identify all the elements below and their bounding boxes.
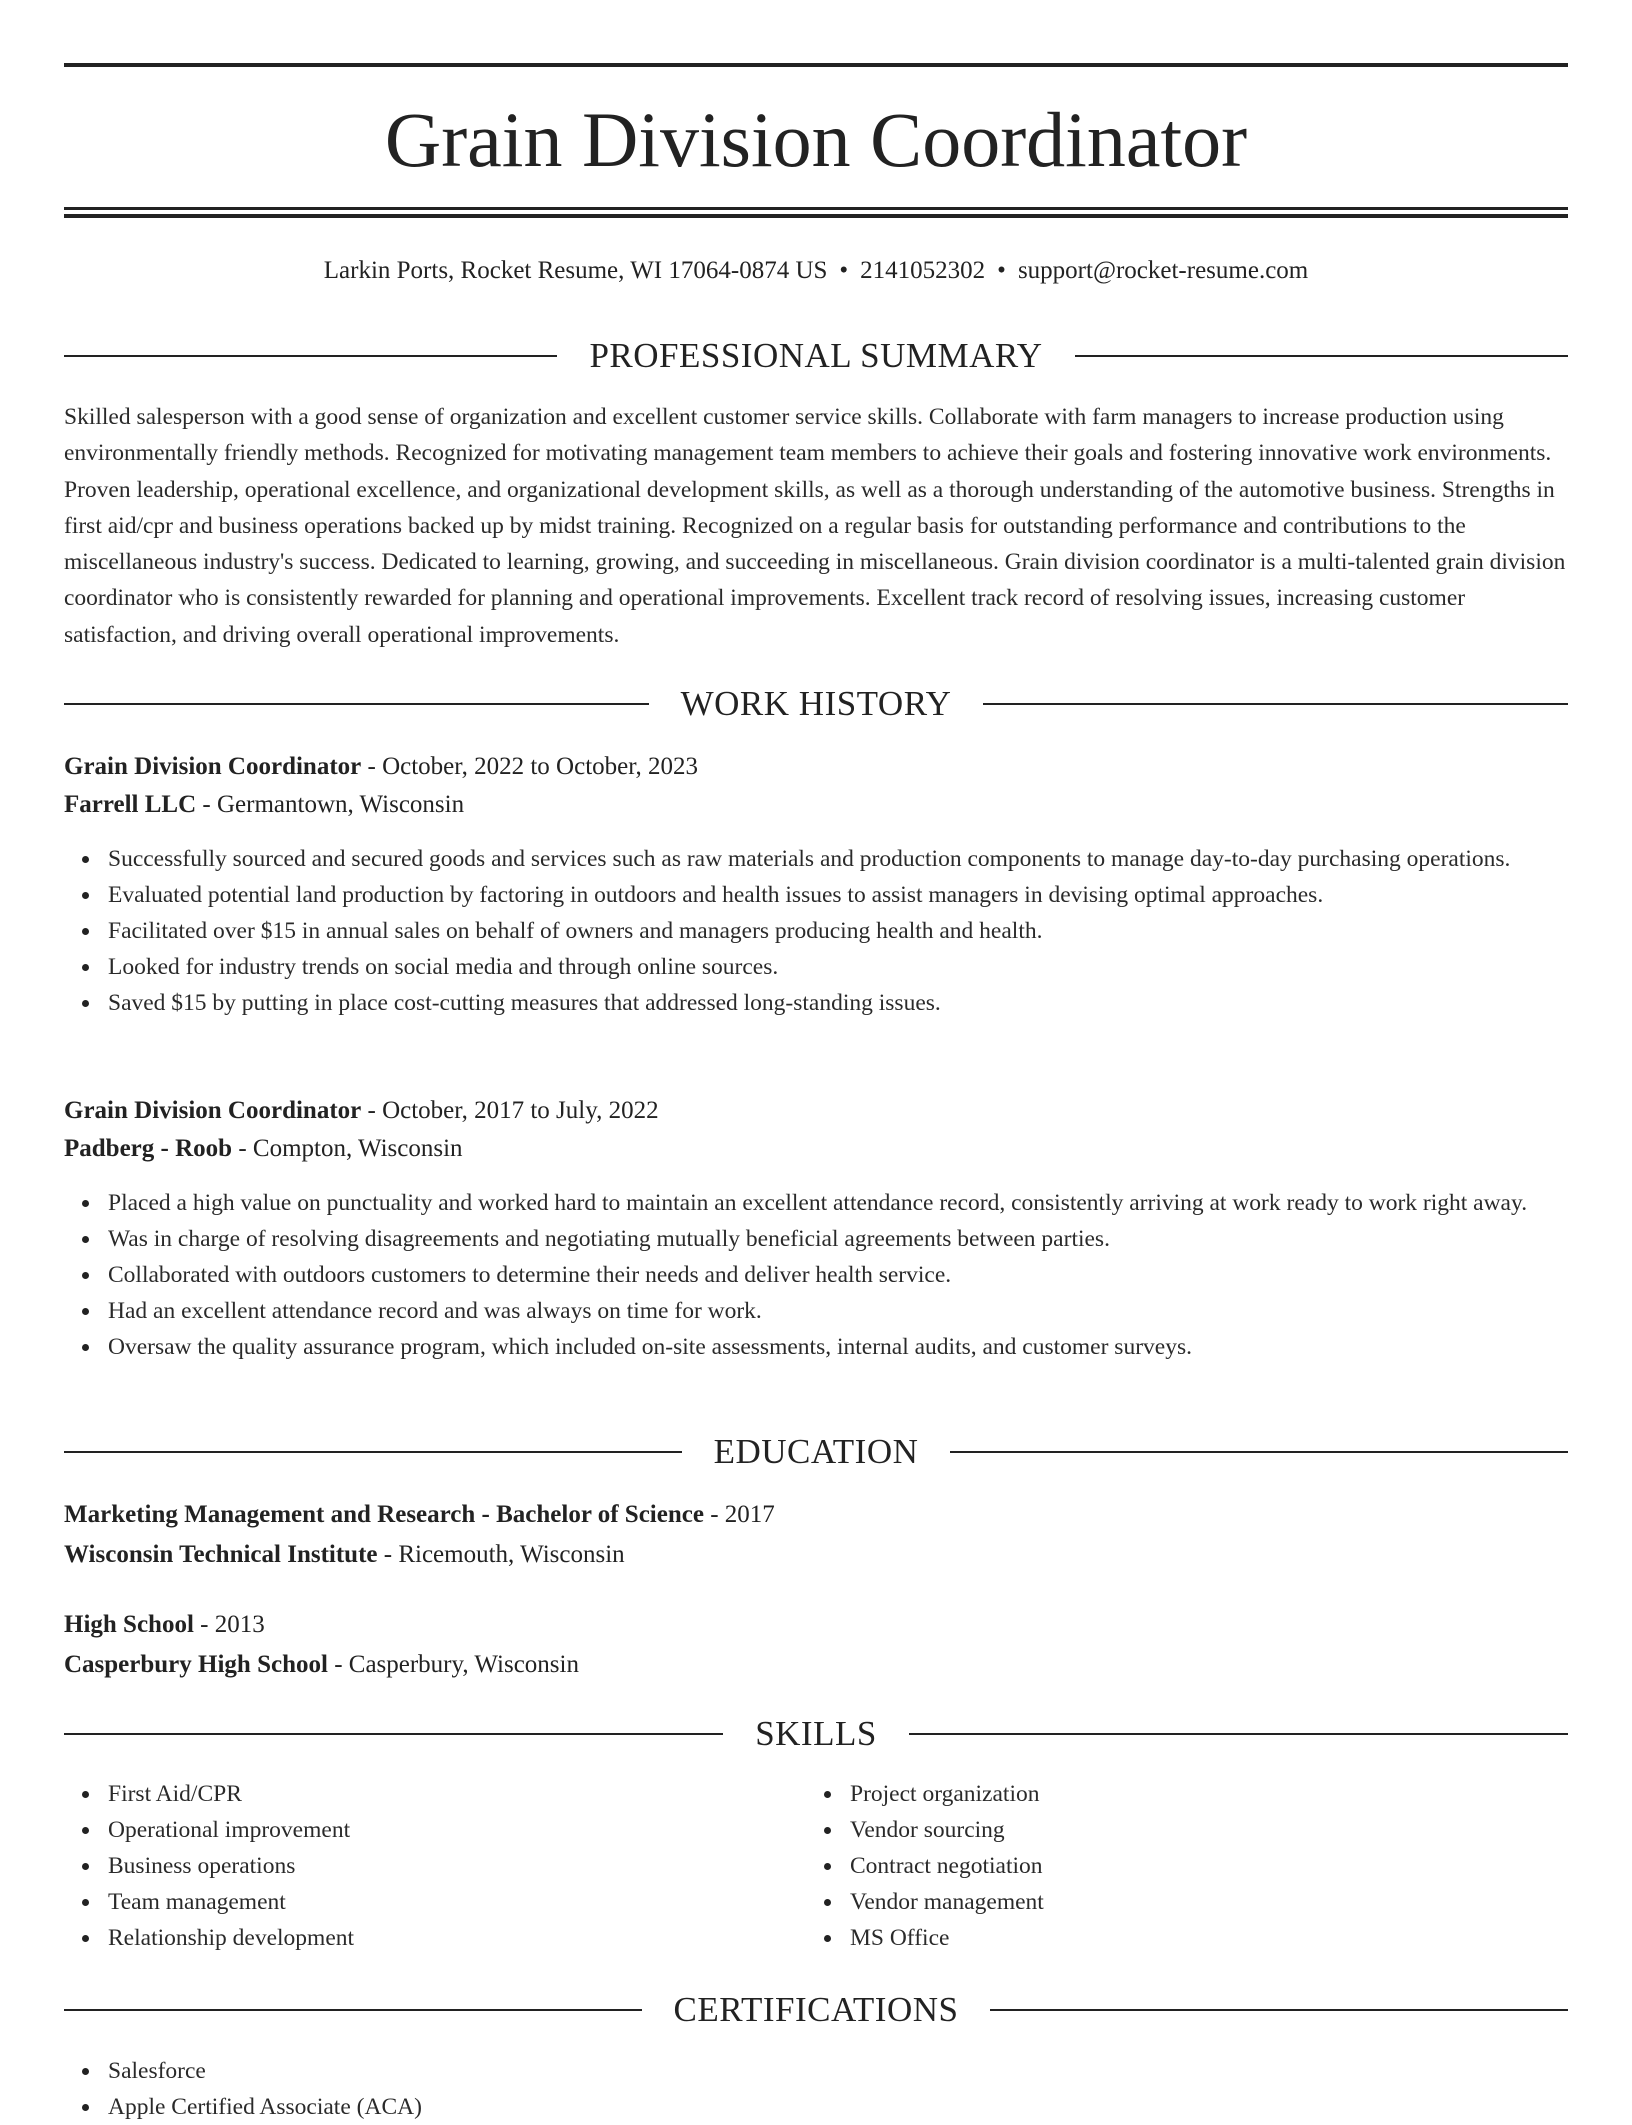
divider-line (64, 1733, 723, 1735)
summary-paragraph: Skilled salesperson with a good sense of organization and excellent customer service skills. Collaborate with farm managers to increase production using environmentally friendly methods. Recognized for motivating management team members to achieve their goals and fostering innovative work environments. Proven leadership, operational excellence, and organizational development skills, as well as a thorough understanding of the automotive business. Strengths in first aid/cpr and business operations backed up by midst training. Recognized on a regular basis for outstanding performance and contributions to the miscellaneous industry's success. Dedicated to learning, growing, and succeeding in miscellaneous. Grain division coordinator is a multi-talented grain division coordinator who is consistently rewarded for planning and operational improvements. Excellent track record of resolving issues, increasing customer satisfaction, and driving overall operational improvements. (64, 404, 1566, 648)
resume-title: Grain Division Coordinator (384, 96, 1248, 183)
section-heading-work (64, 682, 1568, 726)
job-company: Farrell LLC (64, 791, 197, 818)
list-item: Vendor management (850, 1884, 1550, 1920)
divider-line (64, 355, 557, 357)
contact-separator: • (997, 257, 1006, 284)
list-item: Apple Certified Associate (ACA) (108, 2089, 1568, 2125)
education-degree-line (64, 1606, 1568, 1644)
list-item: Successfully sourced and secured goods and services such as raw materials and production components to manage day-to-day purchasing operations. (108, 841, 1568, 877)
list-item: Saved $15 by putting in place cost-cutting measures that addressed long-standing issues. (108, 985, 1568, 1021)
list-item: Looked for industry trends on social media and through online sources. (108, 949, 1568, 985)
list-item: Vendor sourcing (850, 1812, 1550, 1848)
divider-line (983, 703, 1568, 705)
contact-separator: • (839, 257, 849, 284)
list-item: MS Office (850, 1920, 1550, 1956)
section-heading-certifications (64, 1988, 1568, 2032)
job-company: Padberg - Roob (64, 1135, 233, 1162)
job-dates: - October, 2017 to July, 2022 (361, 1097, 659, 1124)
job-dates: - October, 2022 to October, 2023 (361, 753, 699, 780)
education-school: Wisconsin Technical Institute (64, 1541, 378, 1568)
list-item: Placed a high value on punctuality and worked hard to maintain an excellent attendance record, consistently arriving at work ready to work right away. (108, 1185, 1568, 1221)
education-school: Casperbury High School (64, 1651, 328, 1678)
list-item: Facilitated over $15 in annual sales on behalf of owners and managers producing health and health. (108, 913, 1568, 949)
section-heading-education (64, 1430, 1568, 1474)
job-title: Grain Division Coordinator (64, 753, 362, 780)
skills-column-left (108, 1776, 808, 1956)
list-item: Collaborated with outdoors customers to determine their needs and deliver health service. (108, 1257, 1568, 1293)
section-title: EDUCATION (713, 1432, 919, 1471)
education-degree: High School (64, 1611, 194, 1638)
divider-line (990, 2009, 1568, 2011)
job-title: Grain Division Coordinator (64, 1097, 362, 1124)
list-item: Had an excellent attendance record and was always on time for work. (108, 1293, 1568, 1329)
list-item: First Aid/CPR (108, 1776, 808, 1812)
certifications-list (108, 2053, 1568, 2125)
divider-line (64, 703, 649, 705)
list-item: Contract negotiation (850, 1848, 1550, 1884)
divider-line (1075, 355, 1568, 357)
list-item: Relationship development (108, 1920, 808, 1956)
education-school-line (64, 1536, 1568, 1574)
section-title: SKILLS (755, 1714, 877, 1753)
job-bullets (108, 1185, 1568, 1365)
list-item: Was in charge of resolving disagreements and negotiating mutually beneficial agreements between parties. (108, 1221, 1568, 1257)
education-degree-line (64, 1496, 1568, 1534)
contact-line (64, 253, 1568, 289)
section-title: WORK HISTORY (680, 684, 952, 723)
education-year: - 2013 (193, 1611, 265, 1638)
job-bullets (108, 841, 1568, 1021)
education-year: - 2017 (703, 1501, 775, 1528)
divider-line (909, 1733, 1568, 1735)
contact-email: support@rocket-resume.com (1017, 257, 1309, 284)
list-item: Business operations (108, 1848, 808, 1884)
list-item: Team management (108, 1884, 808, 1920)
education-school-line (64, 1646, 1568, 1684)
list-item: Salesforce (108, 2053, 1568, 2089)
list-item: Oversaw the quality assurance program, which included on-site assessments, internal audits, and customer surveys. (108, 1329, 1568, 1365)
job-location: - Compton, Wisconsin (232, 1135, 463, 1162)
job-location: - Germantown, Wisconsin (196, 791, 465, 818)
list-item: Project organization (850, 1776, 1550, 1812)
section-title: PROFESSIONAL SUMMARY (589, 336, 1043, 375)
title-double-rule (64, 207, 1568, 218)
skills-column-right (850, 1776, 1550, 1956)
skills-list (850, 1776, 1550, 1956)
contact-address: Larkin Ports, Rocket Resume, WI 17064-0874 US (323, 257, 828, 284)
skills-list (108, 1776, 808, 1956)
education-degree: Marketing Management and Research - Bachelor of Science (64, 1501, 704, 1528)
education-location: - Casperbury, Wisconsin (327, 1651, 579, 1678)
top-rule (64, 63, 1568, 67)
section-title: CERTIFICATIONS (673, 1990, 959, 2029)
divider-line (64, 2009, 642, 2011)
list-item: Evaluated potential land production by factoring in outdoors and health issues to assist managers in devising optimal approaches. (108, 877, 1568, 913)
section-heading-skills (64, 1712, 1568, 1756)
contact-phone: 2141052302 (860, 257, 986, 284)
list-item: Operational improvement (108, 1812, 808, 1848)
job-title-line (64, 748, 1568, 786)
education-location: - Ricemouth, Wisconsin (377, 1541, 625, 1568)
job-title-line (64, 1092, 1568, 1130)
job-company-line (64, 1130, 1568, 1168)
job-company-line (64, 786, 1568, 824)
divider-line (64, 1451, 682, 1453)
divider-line (950, 1451, 1568, 1453)
section-heading-summary (64, 334, 1568, 378)
